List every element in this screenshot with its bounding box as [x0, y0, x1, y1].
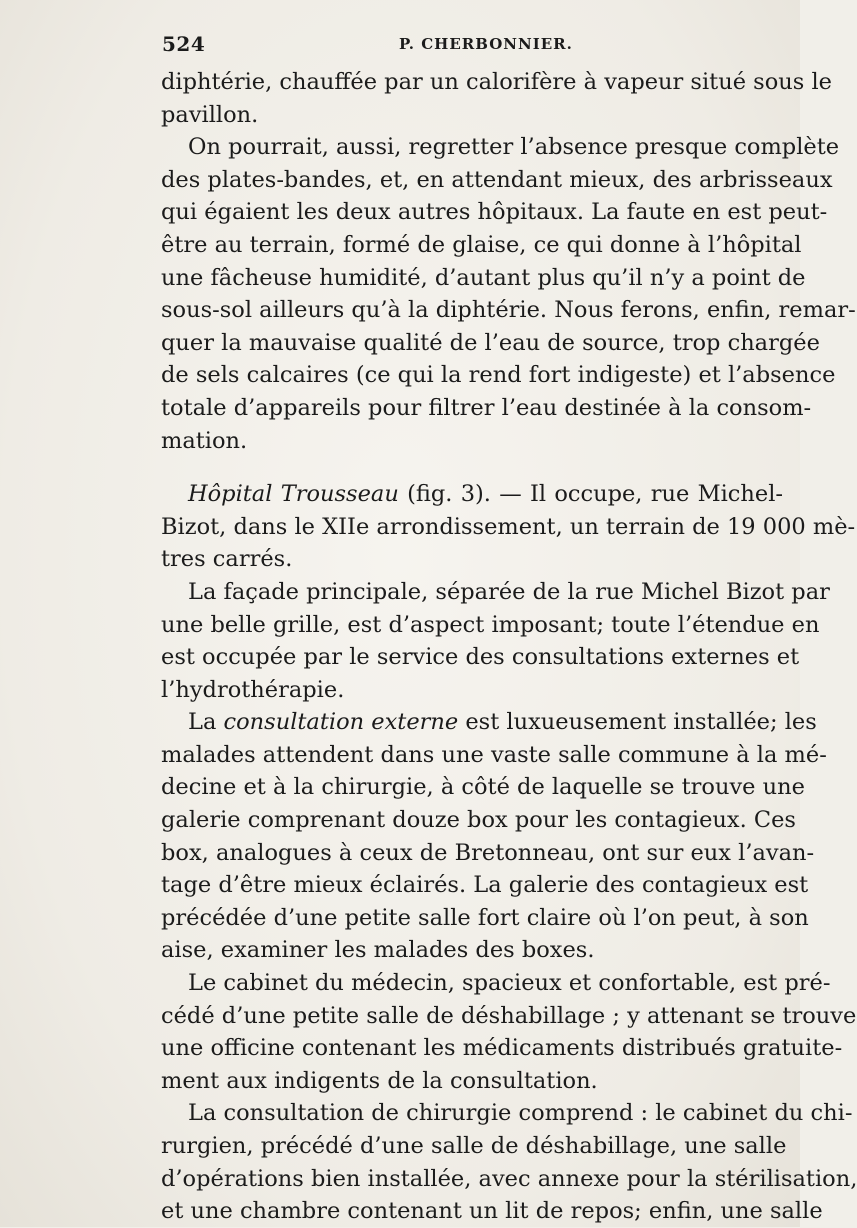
- paragraph-start-line: [161, 706, 817, 739]
- text-line: être au terrain, formé de glaise, ce qui donne à l’hôpital: [161, 231, 802, 258]
- text-line: galerie comprenant douze box pour les contagieux. Ces: [161, 807, 796, 834]
- text-line: des plates-bandes, et, en attendant mieux, des arbrisseaux: [161, 166, 833, 193]
- text-line: Le cabinet du médecin, spacieux et confortable, est pré-: [188, 970, 831, 997]
- body-text: [161, 66, 857, 1228]
- section-gap: [161, 457, 783, 478]
- text-line: La façade principale, séparée de la rue Michel Bizot par: [188, 578, 830, 605]
- text-line: de sels calcaires (ce qui la rend fort indigeste) et l’absence: [161, 362, 836, 389]
- text-line: qui égaient les deux autres hôpitaux. La faute en est peut-: [161, 199, 828, 226]
- italic-phrase: consultation externe: [223, 709, 459, 736]
- text-fragment: (fig. 3). — Il occupe, rue Michel-: [407, 481, 784, 508]
- text-line: La consultation de chirurgie comprend : le cabinet du chi-: [188, 1100, 853, 1127]
- text-line: ment aux indigents de la consultation.: [161, 1067, 598, 1094]
- text-line: diphtérie, chauffée par un calorifère à vapeur situé sous le: [161, 69, 832, 95]
- section-heading-line: [161, 478, 783, 511]
- text-line: cédé d’une petite salle de déshabillage ; y attenant se trouve: [161, 1002, 857, 1029]
- text-line: box, analogues à ceux de Bretonneau, ont sur eux l’avan-: [161, 839, 815, 866]
- text-line: tres carrés.: [161, 546, 293, 573]
- text-fragment: est luxueusement installée; les: [465, 709, 817, 736]
- text-line: pavillon.: [161, 101, 259, 128]
- text-line: l’hydrothérapie.: [161, 676, 345, 703]
- text-line: rurgien, précédé d’une salle de déshabillage, une salle: [161, 1133, 787, 1159]
- page-number: 524: [162, 32, 206, 56]
- text-line: totale d’appareils pour filtrer l’eau destinée à la consom-: [161, 394, 812, 421]
- page-header: [162, 32, 782, 60]
- text-line: Bizot, dans le XIIe arrondissement, un terrain de 19 000 mè-: [161, 513, 856, 540]
- text-line: tage d’être mieux éclairés. La galerie des contagieux est: [161, 872, 809, 899]
- text-line: mation.: [161, 427, 248, 454]
- text-line: une belle grille, est d’aspect imposant; toute l’étendue en: [161, 611, 820, 638]
- text-line: malades attendent dans une vaste salle commune à la mé-: [161, 741, 827, 768]
- text-line: aise, examiner les malades des boxes.: [161, 937, 595, 964]
- text-line: On pourrait, aussi, regretter l’absence presque complète: [188, 134, 840, 161]
- text-line: d’opérations bien installée, avec annexe pour la stérilisation,: [161, 1165, 857, 1192]
- text-line: précédée d’une petite salle fort claire où l’on peut, à son: [161, 904, 809, 931]
- text-line: est occupée par le service des consultations externes et: [161, 644, 800, 671]
- text-line: et une chambre contenant un lit de repos; enfin, une salle: [161, 1198, 823, 1225]
- section-title: Hôpital Trousseau: [188, 481, 399, 508]
- text-line: quer la mauvaise qualité de l’eau de source, trop chargée: [161, 329, 820, 356]
- text-line: decine et à la chirurgie, à côté de laquelle se trouve une: [161, 774, 805, 801]
- text-line: une officine contenant les médicaments distribués gratuite-: [161, 1035, 843, 1062]
- text-line: une fâcheuse humidité, d’autant plus qu’il n’y a point de: [161, 264, 806, 291]
- running-head: P. CHERBONNIER.: [399, 35, 573, 53]
- text-fragment: La: [188, 709, 217, 736]
- text-line: sous-sol ailleurs qu’à la diphtérie. Nous ferons, enfin, remar-: [161, 297, 856, 324]
